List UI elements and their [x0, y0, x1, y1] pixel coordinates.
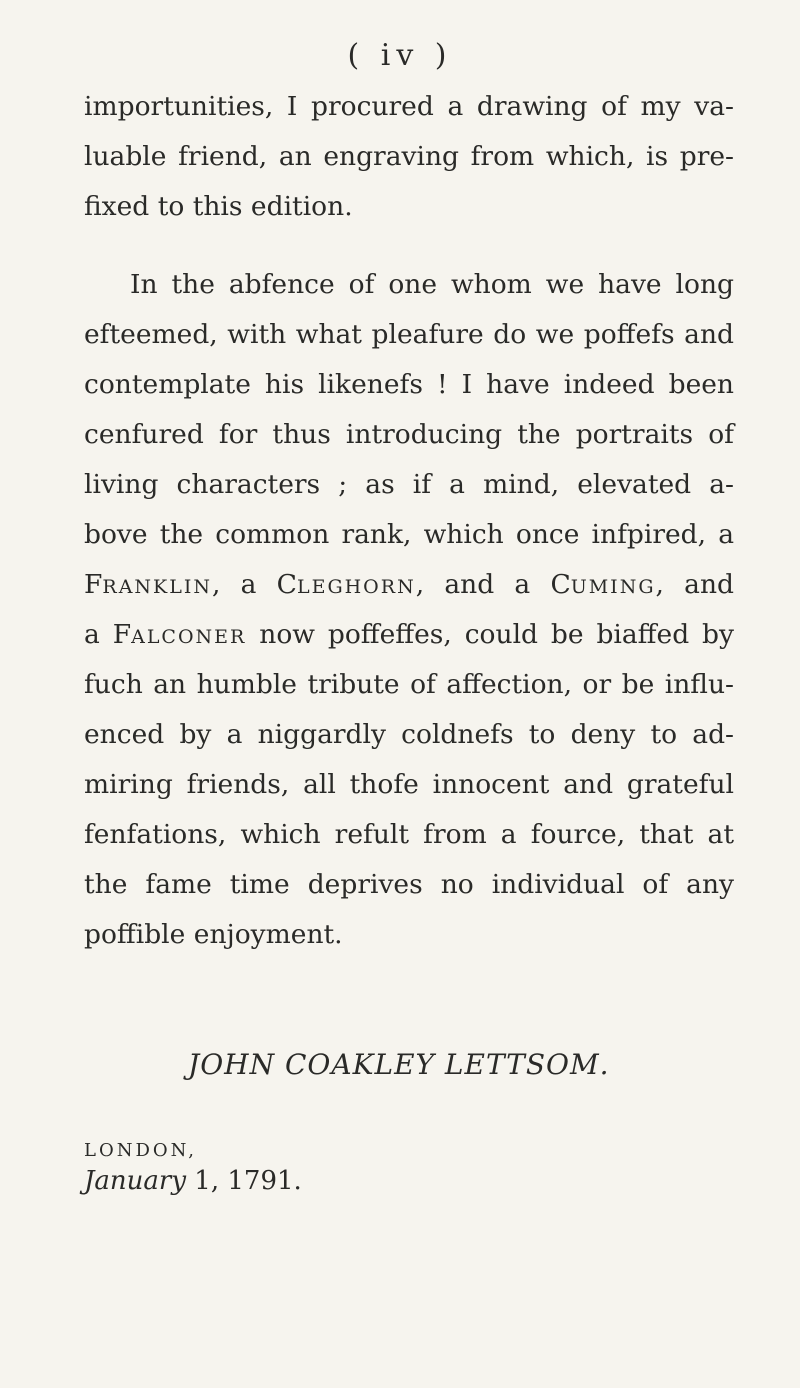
text-line: luable friend, an engraving from which, is pre- — [84, 141, 734, 172]
paragraph-1 — [84, 82, 734, 232]
author-signature: JOHN COAKLEY LETTSOM. — [188, 1048, 610, 1081]
text-line: In the abfence of one whom we have long — [130, 269, 734, 300]
place-line: LONDON, — [84, 1140, 197, 1161]
text-line: enced by a niggardly coldnefs to deny to ad- — [84, 719, 734, 750]
text-line: fuch an humble tribute of affection, or be influ- — [84, 669, 734, 700]
paragraph-2 — [84, 260, 734, 960]
text-line: contemplate his likenefs ! I have indeed been — [84, 369, 734, 400]
text-line: bove the common rank, which once infpired, a — [84, 519, 734, 550]
text-line: cenfured for thus introducing the portraits of — [84, 419, 734, 450]
text-line: the fame time deprives no individual of any — [84, 869, 734, 900]
text-line: efteemed, with what pleafure do we poffefs and — [84, 319, 734, 350]
text-line: fenfations, which refult from a fource, that at — [84, 819, 734, 850]
date-line — [84, 1166, 302, 1196]
text-line: fixed to this edition. — [84, 191, 353, 222]
text-line: living characters ; as if a mind, elevated a- — [84, 469, 734, 500]
date-rest: 1, 1791. — [186, 1166, 302, 1196]
text-line-names: a Falconer now poffeffes, could be biaffed by — [84, 619, 734, 650]
text-line-names: Franklin, a Cleghorn, and a Cuming, and — [84, 569, 734, 600]
date-month: January — [84, 1166, 187, 1196]
text-line: miring friends, all thofe innocent and grateful — [84, 769, 734, 800]
text-line: poffible enjoyment. — [84, 919, 343, 950]
page-number: ( iv ) — [347, 38, 453, 73]
text-line: importunities, I procured a drawing of my va- — [84, 91, 734, 122]
